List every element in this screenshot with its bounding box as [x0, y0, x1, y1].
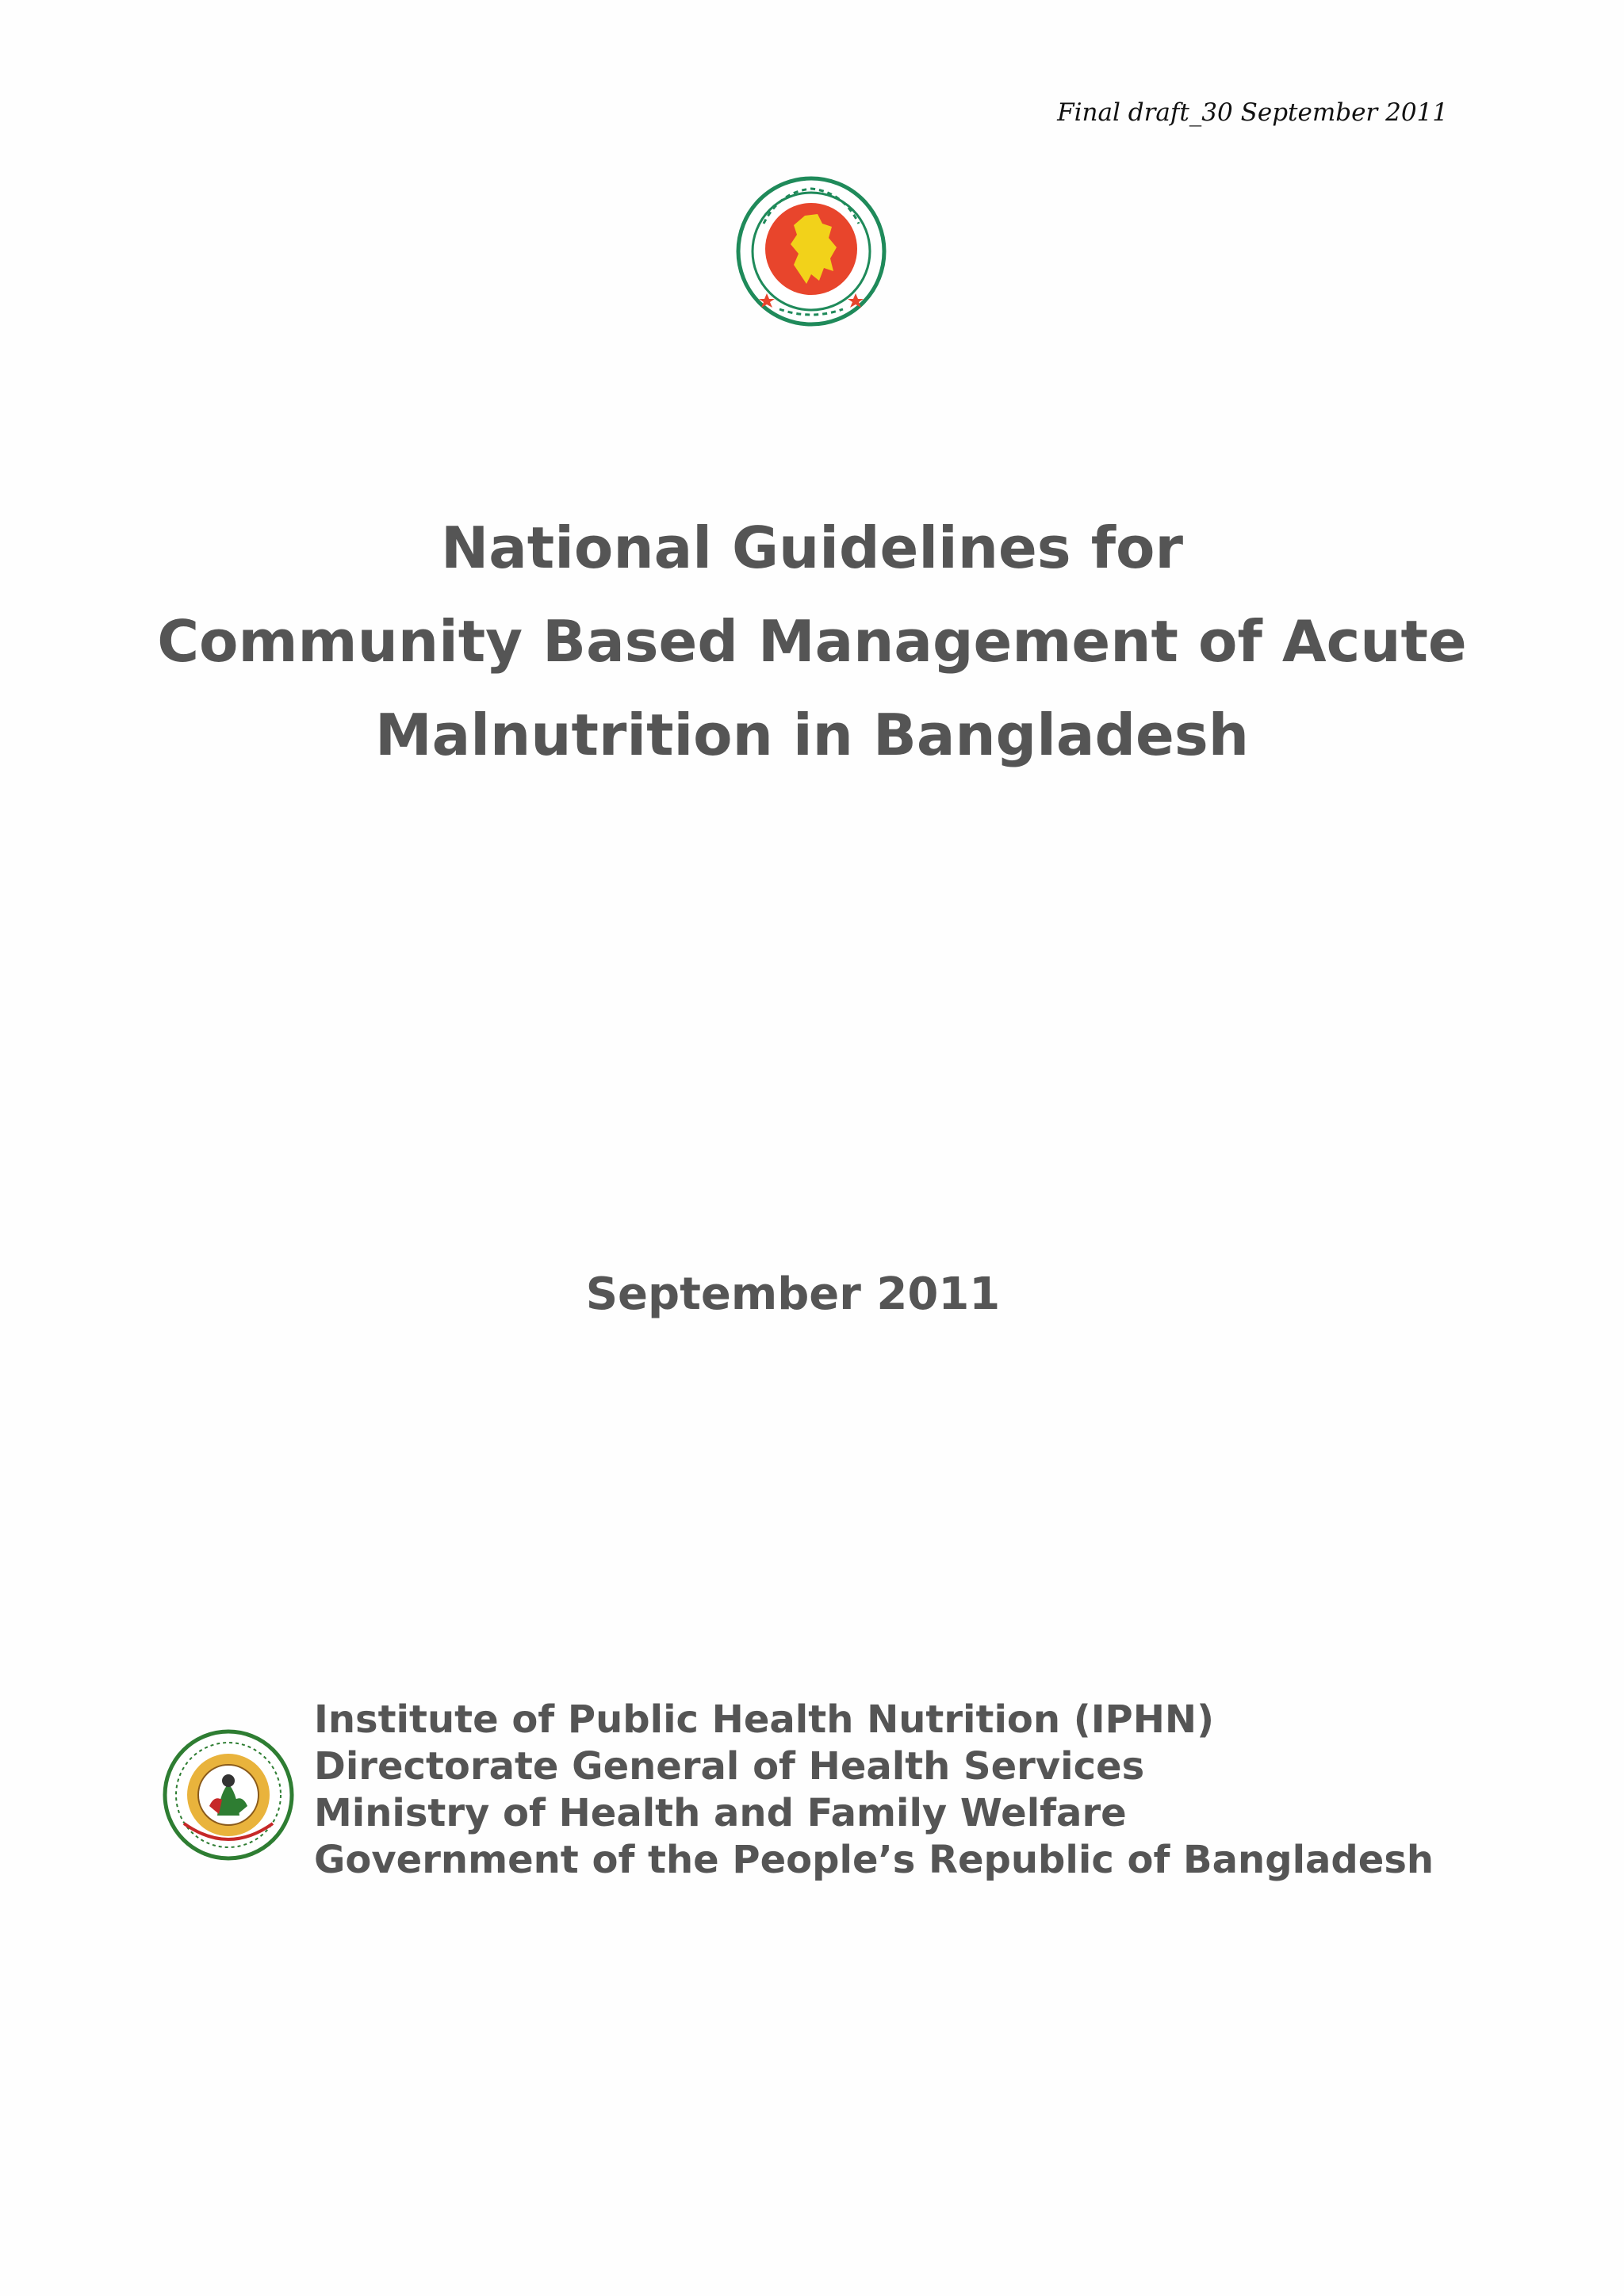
document-title: [0, 501, 1624, 782]
title-line: National Guidelines for: [440, 515, 1184, 581]
title-line: Community Based Management of Acute: [157, 608, 1467, 675]
organization-line: Directorate General of Health Services: [314, 1744, 1145, 1789]
bangladesh-government-seal-icon: [732, 176, 891, 327]
organization-line: Institute of Public Health Nutrition (IPHN): [314, 1697, 1215, 1742]
draft-note: Final draft_30 September 2011: [1057, 98, 1448, 127]
organization-line: Ministry of Health and Family Welfare: [314, 1791, 1127, 1835]
title-line: Malnutrition in Bangladesh: [375, 702, 1249, 768]
organization-line: Government of the People’s Republic of Bangladesh: [314, 1838, 1434, 1882]
iphn-seal-icon: [162, 1728, 295, 1862]
organization-block: [314, 1697, 1434, 1884]
publication-date: September 2011: [585, 1269, 1001, 1320]
